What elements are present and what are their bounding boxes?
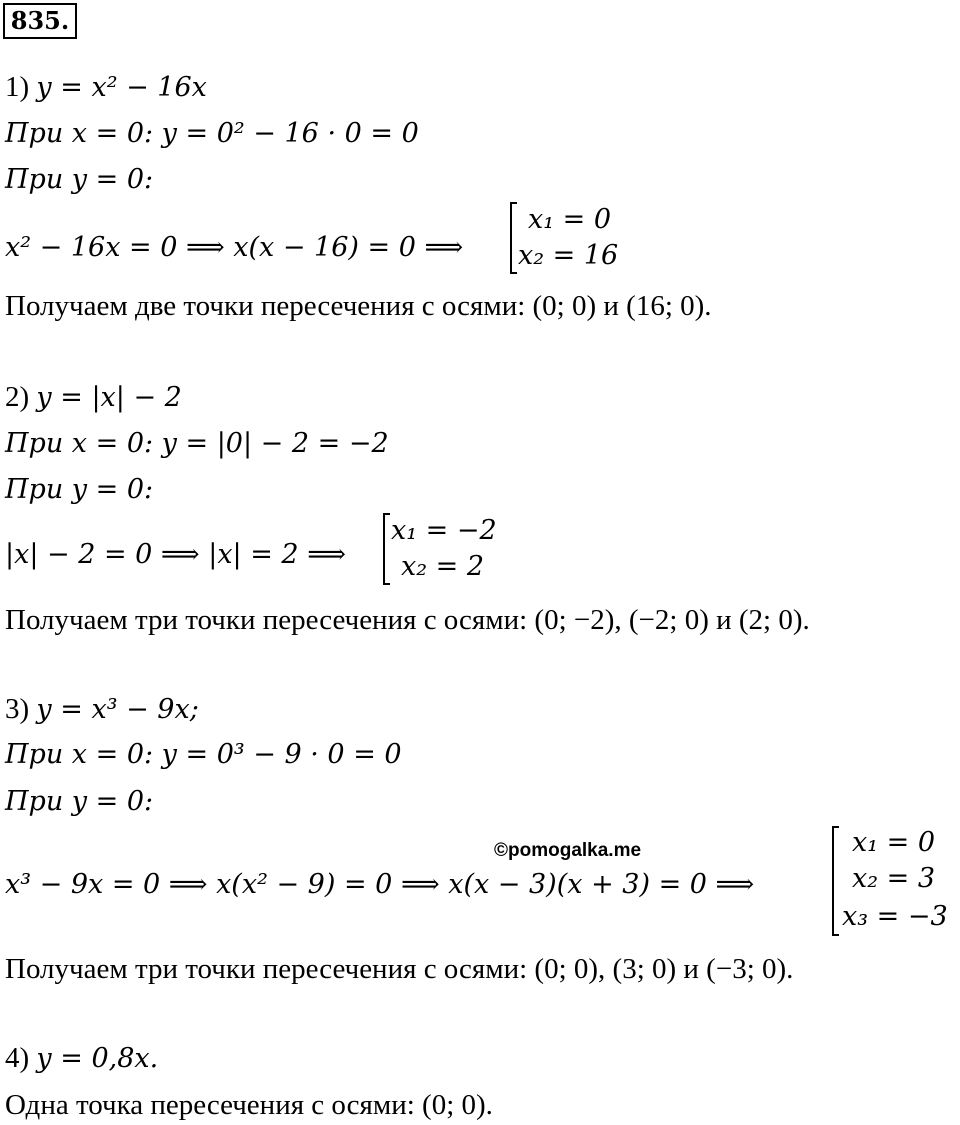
part-4-function	[5, 1041, 158, 1076]
part-3-function	[5, 692, 199, 727]
part-1-at-y0: При y = 0:	[5, 164, 154, 195]
part-3-root-1: x₁ = 0	[852, 827, 936, 858]
part-1-root-1: x₁ = 0	[528, 204, 612, 235]
part-2-function	[5, 380, 182, 415]
part-2-roots	[383, 513, 523, 585]
part-2-at-y0: При y = 0:	[5, 474, 154, 505]
part-1-root-2: x₂ = 16	[518, 240, 619, 271]
part-3-roots	[832, 826, 958, 936]
part-2-at-x0: При x = 0: y = |0| − 2 = −2	[5, 428, 389, 459]
part-3-root-2: x₂ = 3	[852, 863, 936, 894]
part-3-func: y = x³ − 9x;	[36, 694, 199, 725]
part-3-equation: x³ − 9x = 0 ⟹ x(x² − 9) = 0 ⟹ x(x − 3)(x + 3) = 0 ⟹	[5, 869, 755, 900]
part-4-label: 4)	[5, 1042, 30, 1074]
part-1-conclusion: Получаем две точки пересечения с осями: (0; 0) и (16; 0).	[5, 290, 712, 322]
part-3-root-3: x₃ = −3	[842, 901, 948, 932]
problem-number: 835.	[3, 3, 77, 39]
part-2-root-1: x₁ = −2	[391, 515, 497, 546]
part-1-label: 1)	[5, 71, 30, 103]
part-3-label: 3)	[5, 693, 30, 725]
part-3-conclusion: Получаем три точки пересечения с осями: (0; 0), (3; 0) и (−3; 0).	[5, 953, 794, 985]
part-2-root-2: x₂ = 2	[401, 551, 485, 582]
part-1-root-bracket	[510, 202, 517, 274]
part-1-at-x0: При x = 0: y = 0² − 16 · 0 = 0	[5, 118, 419, 149]
part-1-func: y = x² − 16x	[36, 72, 207, 103]
part-1-roots	[510, 202, 650, 274]
part-2-func: y = |x| − 2	[36, 382, 182, 413]
part-2-conclusion: Получаем три точки пересечения с осями: (0; −2), (−2; 0) и (2; 0).	[5, 604, 810, 636]
part-3-at-x0: При x = 0: y = 0³ − 9 · 0 = 0	[5, 739, 402, 770]
part-1-equation: x² − 16x = 0 ⟹ x(x − 16) = 0 ⟹	[5, 232, 464, 263]
part-2-label: 2)	[5, 381, 30, 413]
part-2-equation: |x| − 2 = 0 ⟹ |x| = 2 ⟹	[5, 539, 346, 570]
part-3-root-bracket	[832, 826, 839, 936]
part-4-func: y = 0,8x.	[36, 1043, 159, 1074]
part-1-function	[5, 70, 207, 105]
part-2-root-bracket	[383, 513, 390, 585]
part-3-at-y0: При y = 0:	[5, 786, 154, 817]
part-4-conclusion: Одна точка пересечения с осями: (0; 0).	[5, 1089, 493, 1121]
watermark: ©pomogalka.me	[494, 840, 642, 861]
